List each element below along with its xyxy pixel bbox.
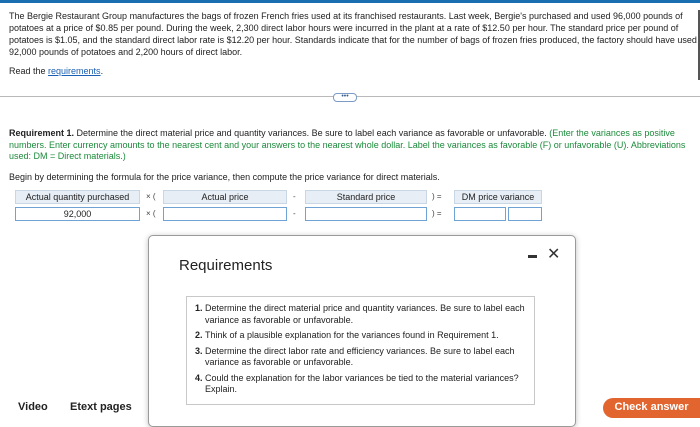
requirements-modal	[148, 235, 576, 427]
requirement-item: 1. Determine the direct material price and quantity variances. Be sure to label each variance as favorable or unfavorable.	[205, 303, 528, 326]
video-button[interactable]: Video	[18, 401, 48, 413]
requirements-link[interactable]: requirements	[48, 66, 101, 76]
close-paren-equals: ) =	[432, 192, 442, 201]
requirement-item: 2. Think of a plausible explanation for the variances found in Requirement 1.	[205, 330, 528, 342]
begin-instruction: Begin by determining the formula for the price variance, then compute the price variance for direct materials.	[9, 172, 440, 182]
check-answer-button[interactable]: Check answer	[603, 398, 700, 418]
minimize-icon[interactable]	[528, 255, 537, 258]
etext-pages-button[interactable]: Etext pages	[70, 401, 132, 413]
header-actual-price: Actual price	[163, 190, 287, 204]
header-dm-price-variance: DM price variance	[454, 190, 542, 204]
requirement-label: Requirement 1.	[9, 128, 75, 138]
problem-statement: The Bergie Restaurant Group manufactures the bags of frozen French fries used at its franchised restaurants. Last week, Bergie's purchased and used 96,000 pounds of potatoes at a price of $0.85 per pound. During the week, 2,300 direct labor hours were incurred in the plant at a rate of $12.50 per hour. The standard price per pound of potatoes is $1.05, and the standard direct labor rate is $12.20 per hour. Standards indicate that for the number of bags of frozen fries produced, the factory should have used 92,000 pounds of potatoes and 2,200 hours of direct labor.	[9, 11, 697, 57]
variance-amount-input[interactable]	[454, 207, 506, 221]
requirement-text: Determine the direct material price and quantity variances. Be sure to label each variance as favorable or unfavorable.	[74, 128, 550, 138]
actual-quantity-input[interactable]: 92,000	[15, 207, 140, 221]
read-requirements-line	[9, 66, 103, 76]
minus-operator-row: -	[293, 209, 296, 218]
top-accent-bar	[0, 0, 700, 3]
times-open-paren: × (	[146, 192, 156, 201]
read-suffix: .	[100, 66, 104, 76]
header-standard-price: Standard price	[305, 190, 427, 204]
header-actual-quantity: Actual quantity purchased	[15, 190, 140, 204]
close-icon[interactable]: ✕	[547, 246, 561, 263]
close-paren-equals-row: ) =	[432, 209, 442, 218]
requirements-list	[186, 296, 535, 405]
minus-operator: -	[293, 192, 296, 201]
expand-button[interactable]: •••	[333, 93, 357, 102]
variance-label-select[interactable]	[508, 207, 542, 221]
standard-price-input[interactable]	[305, 207, 427, 221]
requirement-1	[9, 128, 699, 163]
requirement-instructions: (Enter the variances as positive numbers. Enter currency amounts to the nearest cent and your answers to the nearest whole dollar. Label the variances as favorable (F) or unfavorable (U). Abbreviations used: DM = Direct materials.)	[9, 128, 686, 161]
times-open-paren-row: × (	[146, 209, 156, 218]
modal-title: Requirements	[179, 257, 273, 274]
actual-price-input[interactable]	[163, 207, 287, 221]
read-prefix: Read the	[9, 66, 49, 76]
requirement-item: 3. Determine the direct labor rate and efficiency variances. Be sure to label each variance as favorable or unfavorable.	[205, 346, 528, 369]
requirement-item: 4. Could the explanation for the labor variances be tied to the material variances? Explain.	[205, 373, 528, 396]
